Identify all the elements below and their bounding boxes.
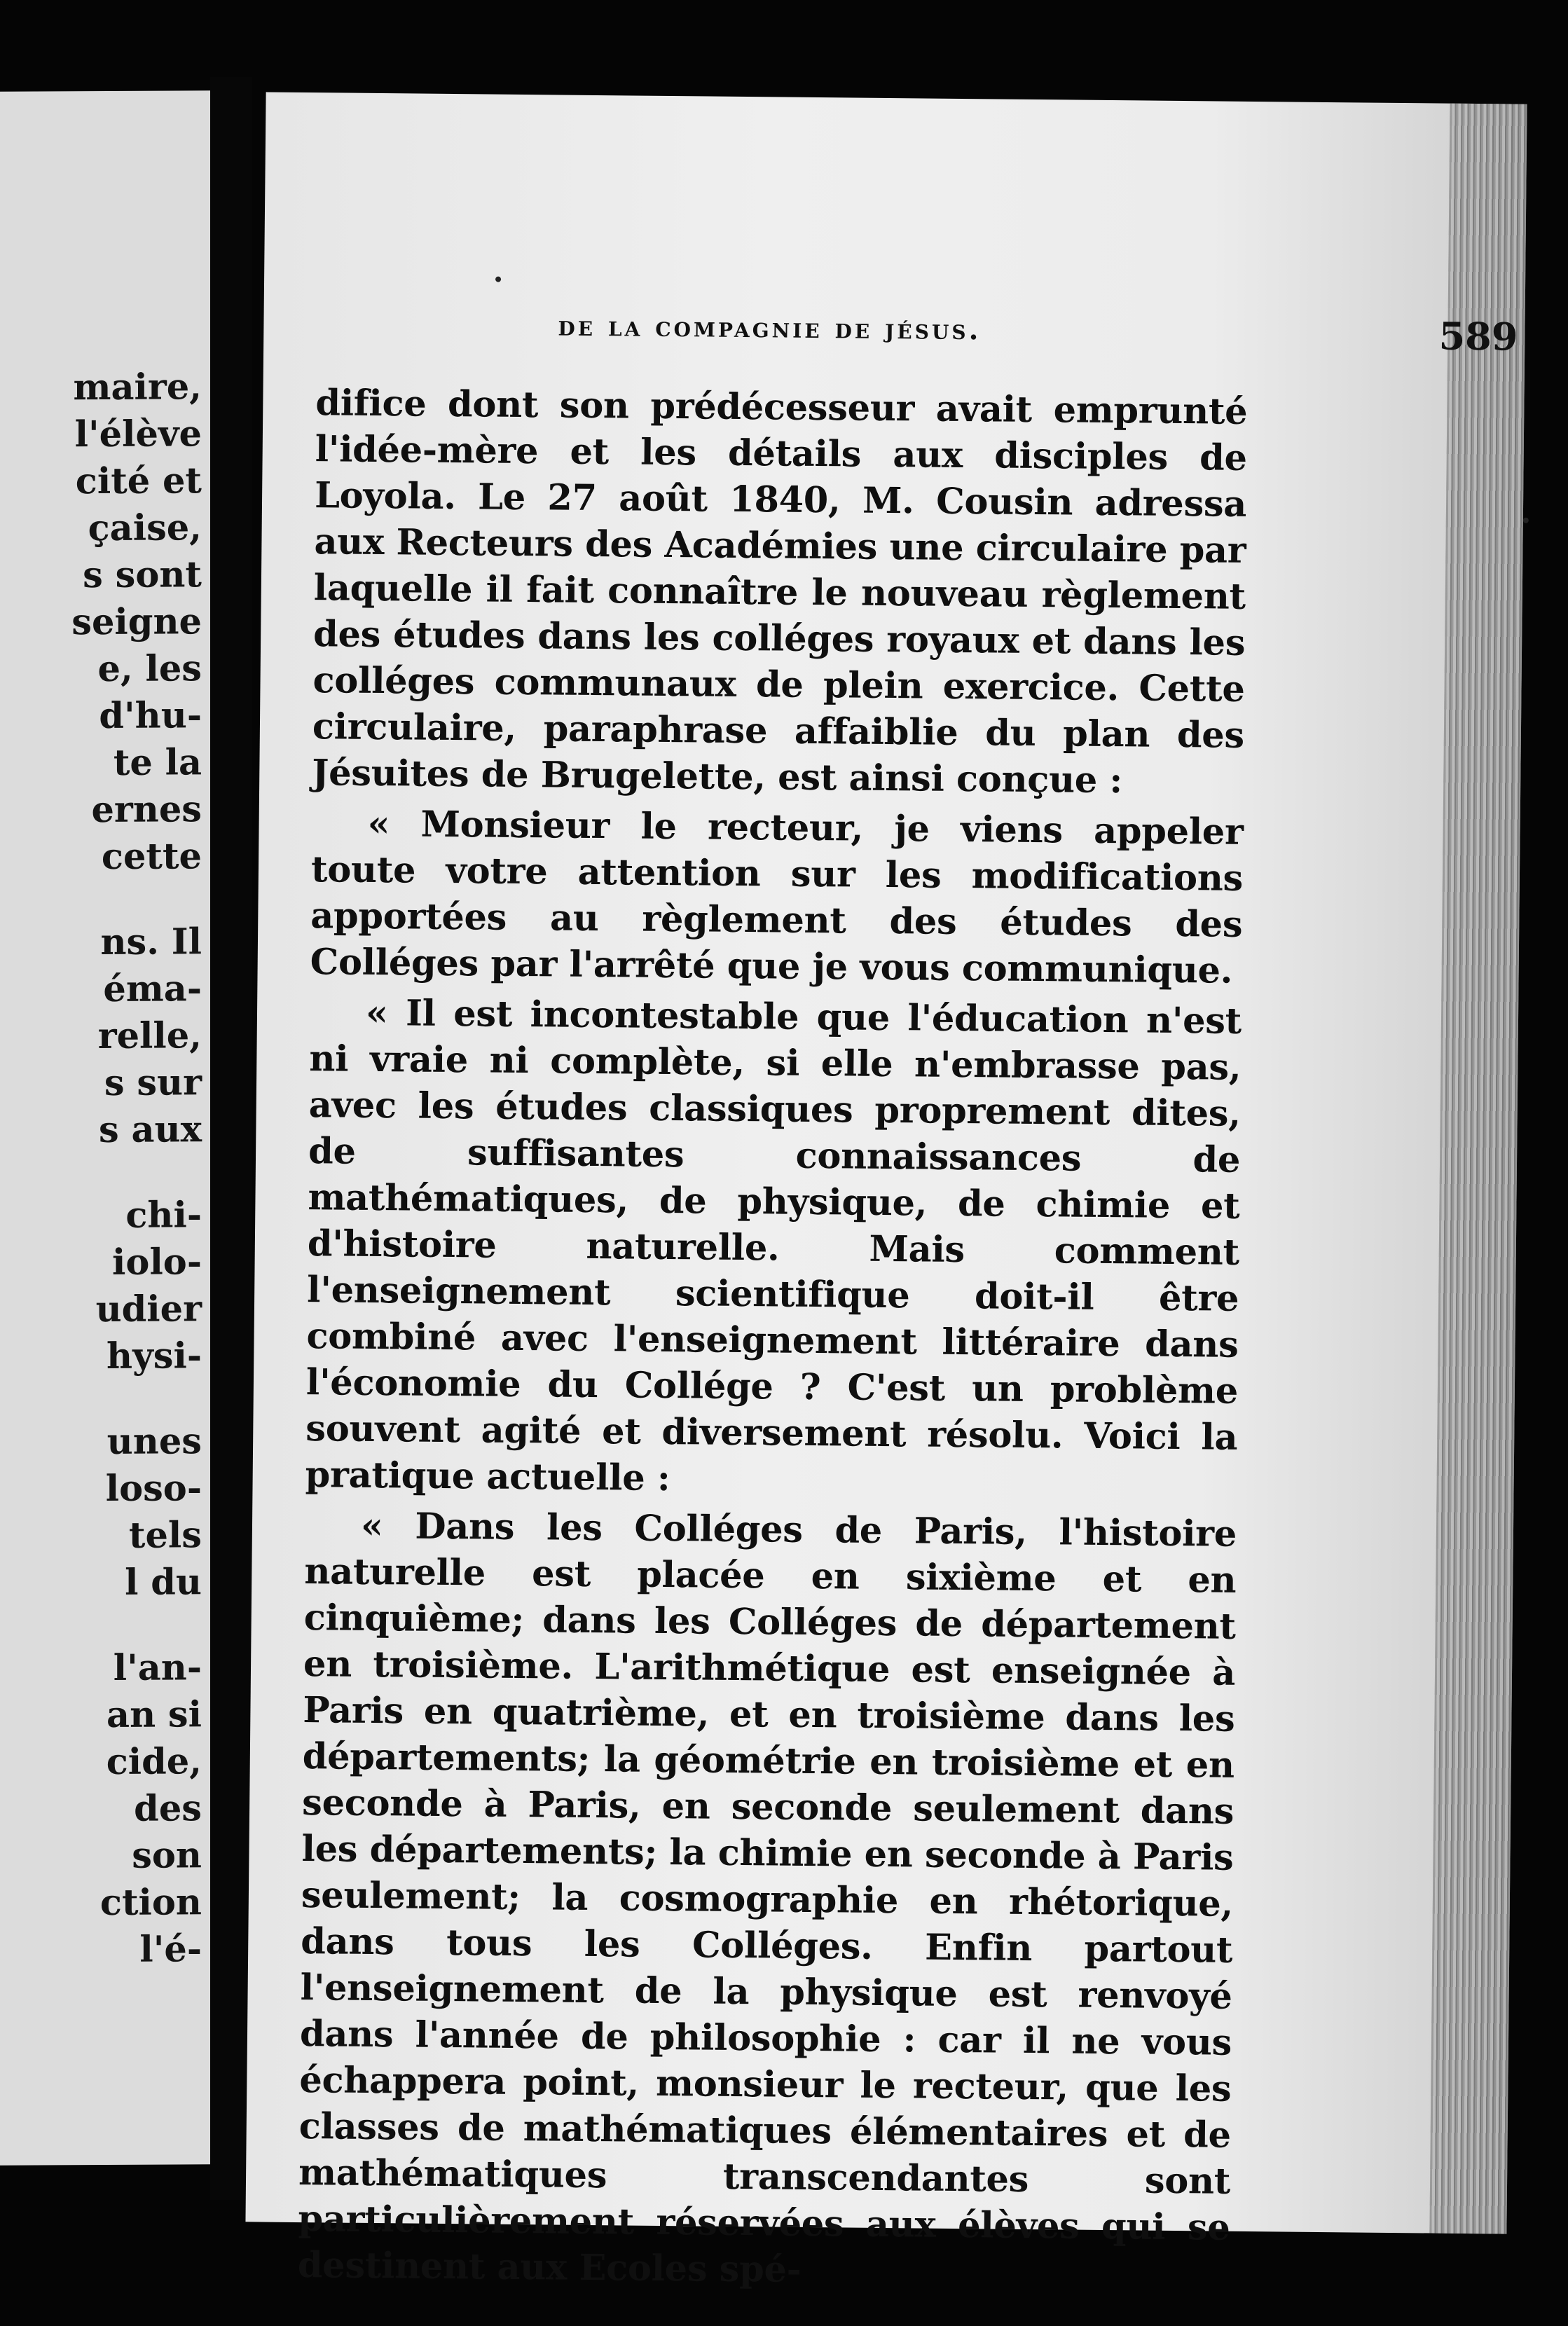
running-title: de la compagnie de jésus. — [558, 309, 982, 347]
body-text — [297, 380, 1247, 2301]
left-page-line: s sur — [104, 1061, 202, 1105]
left-page-line: cette — [101, 835, 202, 879]
left-page-line: chi- — [125, 1194, 202, 1237]
book-gutter — [210, 77, 252, 2200]
left-page-line: te la — [113, 741, 202, 784]
left-page-line: unes — [106, 1420, 202, 1463]
left-page-line: ernes — [91, 788, 202, 832]
page-edge — [1429, 104, 1527, 2234]
left-page-line: s sont — [83, 553, 202, 597]
book-page — [245, 92, 1527, 2291]
left-page-line — [71, 1379, 202, 1419]
running-head — [558, 305, 1518, 363]
ink-speck — [1523, 518, 1529, 523]
left-page-fragment — [0, 90, 210, 2166]
left-page-line: an si — [106, 1693, 202, 1736]
left-page-line — [71, 880, 202, 919]
left-page-line: ction — [99, 1881, 202, 1925]
left-page-line: l du — [125, 1561, 202, 1604]
left-page-line: s aux — [99, 1108, 202, 1152]
left-page-line: l'élève — [74, 413, 202, 456]
left-page-line: son — [132, 1834, 202, 1877]
paragraph: « Dans les Colléges de Paris, l'histoire naturelle est placée en sixième et en cinquième; dans les Colléges de département en troisième. L'arithmétique est enseignée à Paris en quatrième, et en troisième dans les départements; la géométrie en troisième et en seconde à Paris, en seconde seulement dans les départements; la chimie en seconde à Paris seulement; la cosmographie en rhétorique, dans tous les Colléges. Enfin partout l'enseignement de la physique est renvoyé dans l'année de philosophie : car il ne vous échappera point, monsieur le recteur, que les classes de mathématiques élémentaires et de mathématiques transcendantes sont particulièrement réservées aux élèves qui se destinent aux Ecoles spé- — [297, 1504, 1237, 2291]
left-page-line: relle, — [97, 1014, 202, 1058]
left-page-line: loso- — [105, 1467, 202, 1510]
left-page-line: cité et — [75, 460, 202, 503]
left-page-line: cide, — [106, 1740, 202, 1783]
left-page-line: maire, — [73, 366, 202, 409]
left-page-line: ns. Il — [100, 921, 202, 964]
left-page-line: l'é- — [139, 1928, 202, 1971]
left-page-line: l'an- — [113, 1646, 202, 1689]
left-page-line: e, les — [97, 647, 202, 691]
left-page-line: hysi- — [106, 1335, 202, 1377]
left-page-line: éma- — [103, 968, 202, 1011]
left-page-line: tels — [128, 1514, 202, 1557]
left-page-line: des — [134, 1787, 202, 1830]
paragraph: difice dont son prédécesseur avait emprunté l'idée-mère et les détails aux disciples de Loyola. Le 27 août 1840, M. Cousin adressa aux Recteurs des Académies une circulaire par laquelle il fait connaître le nouveau règlement des études dans les colléges royaux et dans les colléges communaux de plein exercice. Cette circulaire, paraphrase affaiblie du plan des Jésuites de Brugelette, est ainsi conçue : — [312, 382, 1248, 802]
left-page-line: çaise, — [88, 507, 202, 550]
left-page-line: d'hu- — [99, 694, 202, 738]
ink-speck — [495, 277, 501, 282]
paragraph: « Il est incontestable que l'éducation n'est ni vraie ni complète, si elle n'embrasse pas, avec les études classiques proprement dites, de suffisantes connaissances de mathématiques, de physique, de chimie et d'histoire naturelle. Mais comment l'enseignement scientifique doit-il être combiné avec l'enseignement littéraire dans l'économie du Collége ? C'est un problème souvent agité et diversement résolu. Voici la pratique actuelle : — [305, 991, 1242, 1500]
left-page-line: udier — [95, 1288, 202, 1331]
left-page-line: iolo- — [112, 1241, 202, 1284]
page-number: 589 — [1438, 313, 1518, 359]
left-page-line — [71, 1153, 202, 1192]
left-page-line — [71, 1606, 202, 1645]
left-page-line: seigne — [71, 600, 202, 644]
paragraph: « Monsieur le recteur, je viens appeler toute votre attention sur les modifications apportées au règlement des études des Colléges par l'arrêté que je vous communique. — [310, 802, 1244, 992]
left-page-text — [71, 364, 202, 1974]
